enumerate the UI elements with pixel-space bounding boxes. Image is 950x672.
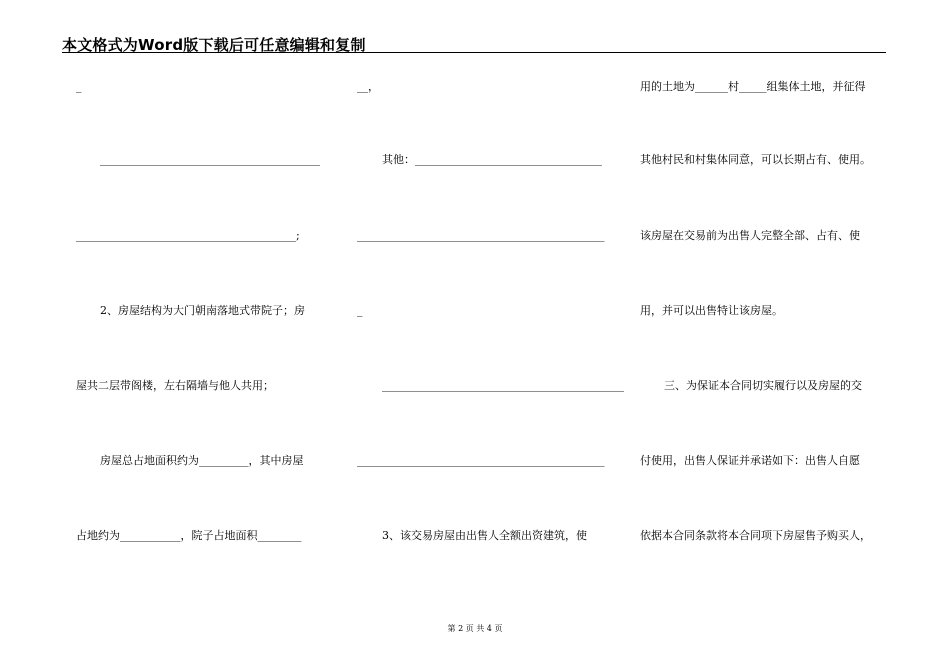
middle-line-1: __，: [357, 80, 379, 93]
header-divider: [62, 52, 886, 53]
right-line-2: 其他村民和村集体同意，可以长期占有、使用。: [640, 153, 871, 166]
middle-line-6: _____________________________________________: [357, 454, 605, 467]
right-line-1: 用的土地为______村_____组集体土地，并征得: [640, 80, 866, 93]
left-line-1: _: [76, 80, 82, 93]
left-line-4: 2、房屋结构为大门朝南落地式带院子；房: [100, 304, 305, 317]
header-title: 本文格式为Word版下载后可任意编辑和复制: [62, 36, 366, 54]
left-line-2: ________________________________________: [100, 153, 320, 166]
middle-line-4: _: [357, 304, 363, 317]
left-line-7: 占地约为___________，院子占地面积________: [76, 529, 302, 542]
right-line-5: 三、为保证本合同切实履行以及房屋的交: [664, 379, 862, 392]
left-line-5: 屋共二层带阁楼，左右隔墙与他人共用；: [76, 379, 274, 392]
page-number-footer: 第 2 页 共 4 页: [447, 624, 503, 633]
middle-line-7: 3、该交易房屋由出售人全额出资建筑，使: [382, 529, 587, 542]
middle-line-2: 其他：__________________________________: [382, 153, 602, 166]
right-line-3: 该房屋在交易前为出售人完整全部、占有、使: [640, 229, 860, 242]
middle-line-3: _____________________________________________: [357, 229, 605, 242]
right-line-7: 依据本合同条款将本合同项下房屋售予购买人，: [640, 529, 871, 542]
left-line-3: ________________________________________;: [76, 229, 300, 242]
right-line-4: 用，并可以出售特让该房屋。: [640, 304, 783, 317]
middle-line-5: ____________________________________________: [382, 379, 624, 392]
left-line-6: 房屋总占地面积约为_________，其中房屋: [100, 454, 304, 467]
right-line-6: 付使用，出售人保证并承诺如下：出售人自愿: [640, 454, 860, 467]
